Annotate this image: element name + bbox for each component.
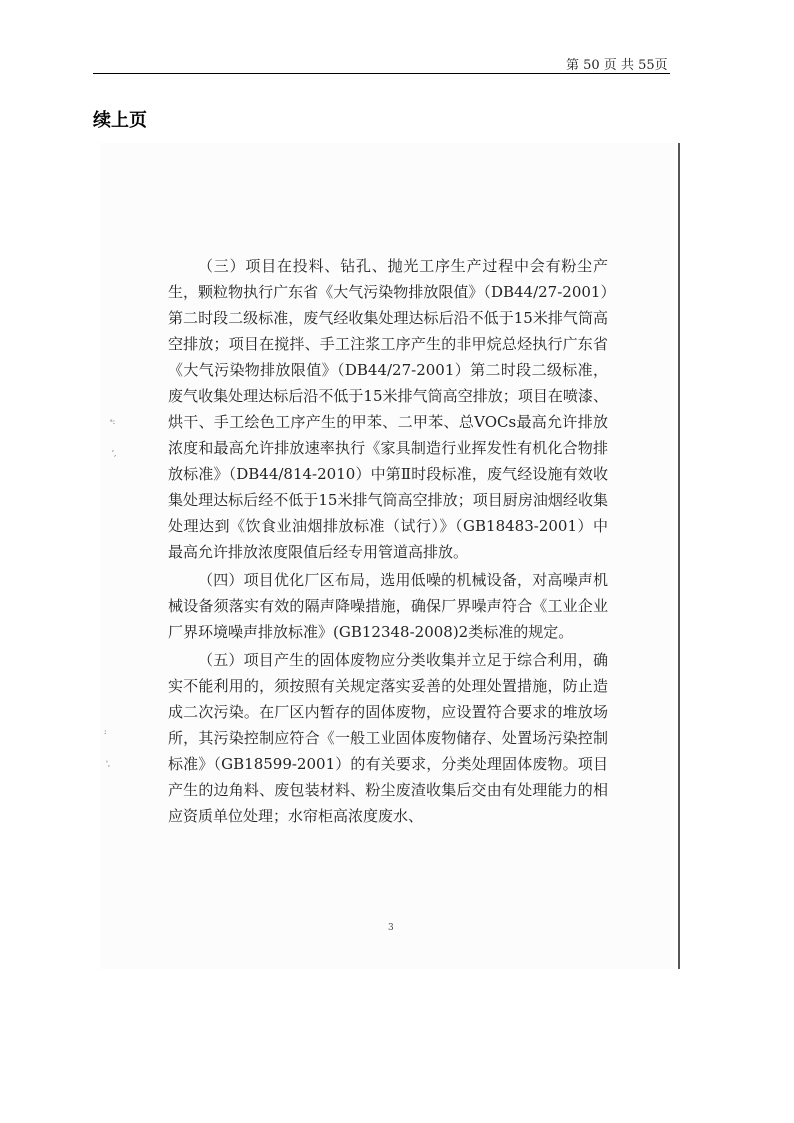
speck-mark: ʹ, xyxy=(112,450,117,458)
speck-mark: : xyxy=(104,728,107,736)
header-page-indicator: 第 50 页 共 55页 xyxy=(566,58,668,73)
header-rule xyxy=(93,73,670,74)
body-text xyxy=(168,253,608,829)
paragraph-air-emissions: （三）项目在投料、钻孔、抛光工序生产过程中会有粉尘产生，颗粒物执行广东省《大气污染物排放限值》（DB44/27-2001）第二时段二级标准，废气经收集处理达标后沿不低于15米排气筒高空排放；项目在搅拌、手工注浆工序产生的非甲烷总烃执行广东省《大气污染物排放限值》（DB44/27-2001）第二时段二级标准，废气收集处理达标后沿不低于15米排气筒高空排放；项目在喷漆、烘干、手工绘色工序产生的甲苯、二甲苯、总VOCs最高允许排放浓度和最高允许排放速率执行《家具制造行业挥发性有机化合物排放标准》（DB44/814-2010）中第Ⅱ时段标准，废气经设施有效收集处理达标后经不低于15米排气筒高空排放；项目厨房油烟经收集处理达到《饮食业油烟排放标准（试行）》（GB18483-2001）中最高允许排放浓度限值后经专用管道高排放。 xyxy=(168,257,608,561)
speck-mark: ', xyxy=(106,760,111,768)
section-title: 续上页 xyxy=(93,110,147,131)
paragraph-noise: （四）项目优化厂区布局，选用低噪的机械设备，对高噪声机械设备须落实有效的隔声降噪措施，确保厂界噪声符合《工业企业厂界环境噪声排放标准》(GB12348-2008)2类标准的规定。 xyxy=(168,571,608,641)
paragraph-solid-waste: （五）项目产生的固体废物应分类收集并立足于综合利用，确实不能利用的，须按照有关规定落实妥善的处理处置措施，防止造成二次污染。在厂区内暂存的固体废物，应设置符合要求的堆放场所，其污染控制应符合《一般工业固体废物储存、处置场污染控制标准》（GB18599-2001）的有关要求，分类处理固体废物。项目产生的边角料、废包装材料、粉尘废渣收集后交由有处理能力的相应资质单位处理；水帘柜高浓度废水、 xyxy=(168,651,608,825)
scan-edge-rule xyxy=(678,143,680,969)
scan-page-number: 3 xyxy=(388,923,394,933)
speck-mark: ᵃ: xyxy=(110,418,116,426)
